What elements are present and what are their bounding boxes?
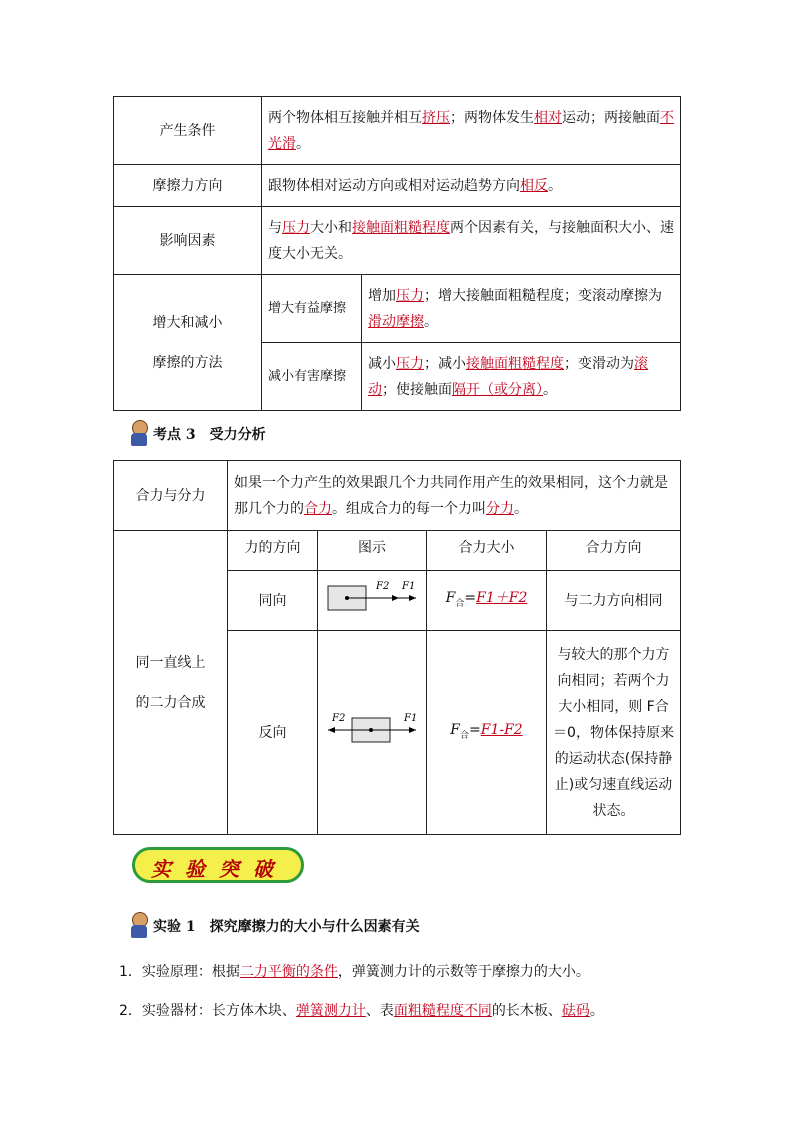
same-direction-diagram — [324, 576, 420, 616]
diagram-cell — [318, 571, 427, 631]
row-label: 产生条件 — [114, 97, 262, 165]
header-cell: 合力方向 — [547, 531, 681, 571]
row-label: 合力与分力 — [114, 461, 228, 531]
experiment-heading: 实验 1 探究摩擦力的大小与什么因素有关 — [129, 912, 420, 940]
row-label: 影响因素 — [114, 207, 262, 275]
formula-cell: $F_合=F1+F2$ — [427, 571, 547, 631]
label-f1: F1 — [404, 713, 418, 724]
experiment-banner: 实验突破 — [124, 843, 308, 889]
header-cell: 图示 — [318, 531, 427, 571]
row-text: 与压力大小和接触面粗糙程度两个因素有关，与接触面积大小、速度大小无关。 — [262, 207, 681, 275]
person-icon — [129, 912, 149, 940]
opposite-direction-diagram — [324, 708, 420, 748]
sub-label: 减小有害摩擦 — [262, 343, 362, 411]
row-text: 增加压力；增大接触面粗糙程度；变滚动摩擦为滑动摩擦。 — [362, 275, 681, 343]
row-text: 跟物体相对运动方向或相对运动趋势方向相反。 — [262, 165, 681, 207]
row-text: 两个物体相互接触并相互挤压；两物体发生相对运动；两接触面不光滑。 — [262, 97, 681, 165]
label-f2: F2 — [376, 581, 390, 592]
header-cell: 力的方向 — [228, 531, 318, 571]
table-row — [114, 207, 681, 275]
paragraph: 1．实验原理：根据二力平衡的条件，弹簧测力计的示数等于摩擦力的大小。 — [119, 964, 590, 980]
label-f1: F1 — [402, 581, 416, 592]
formula-cell: $F_合=F1-F2$ — [427, 631, 547, 835]
section-heading: 考点 3 受力分析 — [129, 420, 266, 448]
dir-cell: 同向 — [228, 571, 318, 631]
table-row — [114, 461, 681, 531]
paragraph: 2．实验器材：长方体木块、弹簧测力计、表面粗糙程度不同的长木板、砝码。 — [119, 1003, 604, 1019]
friction-table — [113, 96, 681, 411]
diagram-cell — [318, 631, 427, 835]
row-text: 如果一个力产生的效果跟几个力共同作用产生的效果相同，这个力就是那几个力的合力。组成合力的每一个力叫分力。 — [228, 461, 681, 531]
row-label: 同一直线上 的二力合成 — [114, 531, 228, 835]
table-row — [114, 275, 681, 343]
result-dir-cell: 与二力方向相同 — [547, 571, 681, 631]
row-label: 摩擦力方向 — [114, 165, 262, 207]
table-row — [114, 97, 681, 165]
table-row — [114, 531, 681, 571]
sub-label: 增大有益摩擦 — [262, 275, 362, 343]
header-cell: 合力大小 — [427, 531, 547, 571]
dir-cell: 反向 — [228, 631, 318, 835]
table-row — [114, 165, 681, 207]
label-f2: F2 — [332, 713, 346, 724]
result-dir-cell: 与较大的那个力方向相同；若两个力大小相同，则 F合＝0，物体保持原来的运动状态(保持静止)或匀速直线运动状态。 — [547, 631, 681, 835]
force-table — [113, 460, 681, 835]
row-label: 增大和减小 摩擦的方法 — [114, 275, 262, 411]
row-text: 减小压力；减小接触面粗糙程度；变滑动为滚动；使接触面隔开（或分离）。 — [362, 343, 681, 411]
person-icon — [129, 420, 149, 448]
